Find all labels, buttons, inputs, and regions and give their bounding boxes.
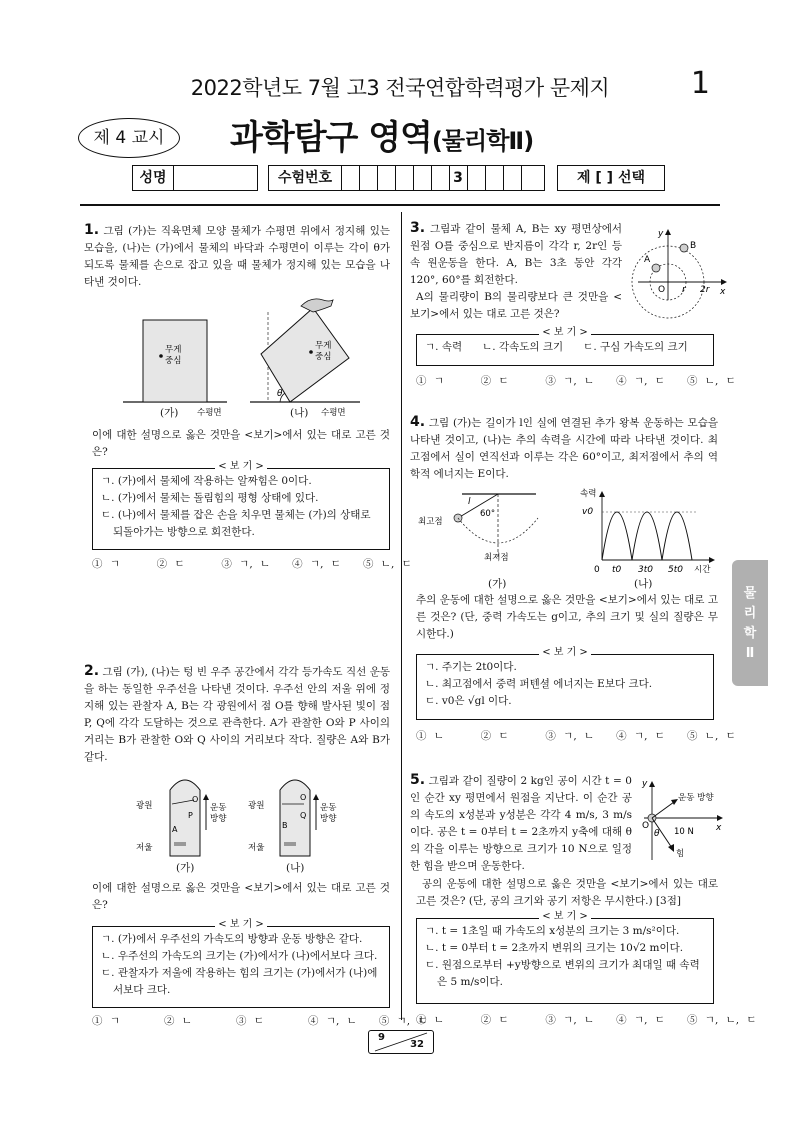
force-arrow-head — [668, 844, 674, 852]
question-3-figure — [628, 226, 728, 306]
bogi-item: ㄷ. v0은 √gl 이다. — [425, 695, 512, 707]
angle-label: 60° — [480, 509, 496, 519]
subject-side-tab — [732, 560, 768, 686]
cg-b-label2: 중심 — [315, 352, 332, 362]
bogi-item: ㄴ. t = 0부터 t = 2초까지 변위의 크기는 10√2 m이다. — [425, 942, 684, 954]
question-4-prompt: 추의 운동에 대한 설명으로 옳은 것만을 <보기>에서 있는 대로 고른 것은? (단, 중력 가속도는 g이고, 추의 크기 및 실의 질량은 무시한다.) — [416, 594, 718, 640]
radius-2r-label: 2r — [700, 285, 710, 295]
q2-caption-b: (나) — [286, 862, 305, 874]
graph-y-arrow — [599, 491, 605, 497]
motion-label: 운동 방향 — [678, 793, 714, 803]
exam-title: 2022학년도 7월 고3 전국연합학력평가 문제지 — [190, 76, 610, 100]
question-3-choices[interactable]: ① ㄱ ② ㄷ ③ ㄱ, ㄴ ④ ㄱ, ㄷ ⑤ ㄴ, ㄷ — [416, 375, 736, 387]
theta-label: θ — [277, 389, 283, 399]
question-2-prompt: 이에 대한 설명으로 옳은 것만을 <보기>에서 있는 대로 고른 것은? — [92, 882, 390, 911]
bogi-item: ㄷ. (나)에서 물체를 잡은 손을 치우면 물체는 (가)의 상태로 되돌아가는 방향으로 회전한다. — [101, 509, 371, 538]
y-axis-arrow — [665, 229, 671, 235]
object-b-label: B — [690, 241, 697, 251]
subject-title — [230, 110, 533, 159]
bogi-title: < 보 기 > — [539, 647, 591, 658]
scale-b — [284, 842, 296, 846]
tick-3t0: 3t0 — [638, 565, 653, 575]
motion-b-label1: 운동 — [320, 803, 337, 813]
graph-origin-label: 0 — [594, 565, 600, 575]
page-number: 1 — [690, 66, 710, 101]
question-2-text — [84, 663, 390, 766]
page-indicator — [368, 1030, 434, 1054]
cg-a-label2: 중심 — [165, 356, 182, 366]
question-3-stem: 그림과 같이 물체 A, B는 xy 평면상에서 원점 O를 중심으로 반지름이 각각 r, 2r인 등속 원운동을 한다. A, B는 3초 동안 각각 120°, 60°를 회전한다. — [410, 223, 623, 286]
bogi-item: ㄴ. 최고점에서 중력 퍼텐셜 에너지는 E보다 크다. — [425, 678, 653, 690]
bogi-item: ㄱ. 속력 ㄴ. 각속도의 크기 ㄷ. 구심 가속도의 크기 — [425, 341, 688, 353]
center-of-mass-b — [309, 350, 313, 354]
question-3-bogi — [416, 327, 714, 366]
bogi-item: ㄷ. 관찰자가 저울에 작용하는 힘의 크기는 (가)에서가 (나)에서보다 크다. — [101, 967, 378, 996]
side-tab-char: 학 — [743, 626, 757, 641]
bogi-item: ㄴ. (가)에서 물체는 돌림힘의 평형 상태에 있다. — [101, 492, 319, 504]
object-a — [652, 264, 660, 272]
question-4-stem: 그림 (가)는 길이가 l인 실에 연결된 추가 왕복 운동하는 모습을 나타낸 것이고, (나)는 추의 속력을 시간에 따라 나타낸 것이다. 최고점에서 실이 연직선과 이루는 각은 60°이고, 최저점에서 추의 역학적 에너지는 E이다. — [410, 417, 718, 480]
subject-sub: (물리학Ⅱ) — [431, 127, 534, 155]
origin-label: O — [642, 821, 650, 831]
graph-y-label: 속력 — [580, 489, 597, 499]
header-rule — [80, 204, 720, 206]
y-axis-label: y — [642, 779, 648, 789]
question-5-stem: 그림과 같이 질량이 2 kg인 공이 시간 t = 0인 순간 xy 평면에서 원점을 지난다. 이 순간 공의 속도의 x성분과 y성분은 각각 4 m/s, 3 m/s이다. 공은 t = 0부터 t = 2초까지 y축에 대해 θ의 각을 이루는 방향으로 크기가 10 N으로 일정한 힘을 받으며 운동한다. — [410, 775, 632, 872]
center-of-mass-a — [159, 354, 163, 358]
x-axis-arrow — [717, 815, 723, 821]
observer-b: B — [282, 821, 288, 830]
theta-label: θ — [654, 829, 660, 839]
point-p: P — [188, 811, 193, 820]
question-3-text — [410, 220, 622, 323]
cg-a-label1: 무게 — [165, 345, 182, 355]
question-4-pendulum-figure — [418, 486, 568, 578]
name-box[interactable] — [132, 165, 258, 191]
question-2-stem: 그림 (가), (나)는 텅 빈 우주 공간에서 각각 등가속도 직선 운동을 하는 동일한 우주선을 나타낸 것이다. 우주선 안의 저울 위에 정지해 있는 관찰자 A, B는 각 광원에서 점 O를 향해 발사된 빛이 점 P, Q에 각각 도달하는 것으로 관측한다. A가 관찰한 O와 P 사이의 거리는 B가 관찰한 O와 Q 사이의 거리보다 작다. 질량은 A와 B가 같다. — [84, 666, 390, 763]
question-4-speed-graph — [580, 486, 720, 578]
scale-a — [174, 842, 186, 846]
question-4-bogi — [416, 647, 714, 720]
force-label: 힘 — [676, 849, 685, 859]
question-5-figure — [636, 776, 726, 866]
floor-b-label: 수평면 — [321, 408, 346, 418]
graph-x-label: 시간 — [694, 565, 711, 575]
q2-caption-a: (가) — [176, 862, 195, 874]
bogi-item: ㄱ. (가)에서 물체에 작용하는 알짜힘은 0이다. — [101, 475, 312, 487]
x-axis-arrow — [721, 279, 727, 285]
q1-caption-b: (나) — [290, 407, 309, 419]
q4-caption-a: (가) — [488, 578, 507, 590]
bogi-item: ㄱ. t = 1초일 때 가속도의 x성분의 크기는 3 m/s²이다. — [425, 925, 680, 937]
exam-number-digit: 3 — [453, 170, 463, 186]
question-5-text — [410, 772, 632, 875]
question-1-prompt: 이에 대한 설명으로 옳은 것만을 <보기>에서 있는 대로 고른 것은? — [92, 429, 390, 458]
force-magnitude-label: 10 N — [674, 827, 694, 837]
object-b — [680, 244, 688, 252]
question-5-prompt: 공의 운동에 대한 설명으로 옳은 것만을 <보기>에서 있는 대로 고른 것은? (단, 공의 크기와 공기 저항은 무시한다.) [3점] — [416, 878, 718, 907]
top-point-label: 최고점 — [418, 517, 443, 527]
bogi-title: < 보 기 > — [215, 919, 267, 930]
question-5-choices[interactable]: ① ㄴ ② ㄷ ③ ㄱ, ㄴ ④ ㄱ, ㄷ ⑤ ㄱ, ㄴ, ㄷ — [416, 1014, 757, 1026]
hand-icon — [301, 299, 333, 312]
point-o-b: O — [300, 793, 307, 802]
block-b — [261, 308, 349, 402]
choice-label: 제 [ ] 선택 — [577, 170, 645, 186]
question-2-number: 2. — [84, 663, 100, 679]
name-label: 성명 — [139, 170, 167, 186]
velocity-arrow — [652, 802, 674, 818]
question-1-figure — [115, 292, 365, 422]
bogi-item: ㄴ. 우주선의 가속도의 크기는 (가)에서가 (나)에서보다 크다. — [101, 950, 378, 962]
light-a-label: 광원 — [136, 801, 153, 811]
motion-a-label2: 방향 — [210, 814, 227, 824]
y-axis-label: y — [658, 229, 664, 239]
total-pages: 32 — [410, 1039, 424, 1050]
question-5-bogi — [416, 911, 714, 1004]
question-3-prompt: A의 물리량이 B의 물리량보다 큰 것만을 <보기>에서 있는 대로 고른 것은? — [410, 291, 622, 320]
column-divider — [401, 212, 402, 1020]
question-3-number: 3. — [410, 220, 426, 236]
motion-a-label1: 운동 — [210, 803, 227, 813]
side-tab-char: Ⅱ — [745, 646, 755, 661]
bogi-title: < 보 기 > — [539, 911, 591, 922]
light-b-label: 광원 — [248, 801, 265, 811]
arrow-head-a — [203, 794, 209, 800]
side-tab-char: 리 — [743, 606, 757, 621]
tick-t0: t0 — [612, 565, 622, 575]
question-1-number: 1. — [84, 222, 100, 238]
bottom-point-label: 최저점 — [484, 553, 509, 563]
question-2-choices[interactable]: ① ㄱ ② ㄴ ③ ㄷ ④ ㄱ, ㄴ ⑤ ㄱ, ㄷ — [92, 1015, 428, 1027]
velocity-arrow-head — [671, 799, 678, 805]
current-page: 9 — [378, 1032, 385, 1043]
question-1-choices[interactable]: ① ㄱ ② ㄷ ③ ㄱ, ㄴ ④ ㄱ, ㄷ ⑤ ㄴ, ㄷ — [92, 558, 412, 570]
question-2-figure — [130, 770, 350, 870]
exam-number-label: 수험번호 — [277, 170, 333, 186]
subject-main: 과학탐구 영역 — [230, 118, 432, 158]
graph-v0-label: v0 — [582, 507, 594, 517]
motion-b-label2: 방향 — [320, 814, 337, 824]
question-5-number: 5. — [410, 772, 426, 788]
question-4-choices[interactable]: ① ㄴ ② ㄷ ③ ㄱ, ㄴ ④ ㄱ, ㄷ ⑤ ㄴ, ㄷ — [416, 730, 736, 742]
scale-b-label: 저울 — [248, 843, 265, 853]
question-1-text — [84, 222, 390, 291]
radius-r-label: r — [682, 285, 686, 295]
bogi-item: ㄷ. 원점으로부터 +y방향으로 변위의 크기가 최대일 때 속력은 5 m/s이다. — [425, 959, 700, 988]
arrow-head-b — [313, 794, 319, 800]
y-axis-arrow — [649, 781, 655, 787]
bogi-title: < 보 기 > — [215, 461, 267, 472]
question-2-bogi — [92, 919, 390, 1008]
q4-caption-b: (나) — [634, 578, 653, 590]
scale-a-label: 저울 — [136, 843, 153, 853]
bogi-item: ㄱ. 주기는 2t0이다. — [425, 661, 517, 673]
info-row — [0, 165, 800, 191]
side-tab-char: 물 — [743, 586, 757, 601]
session-badge: 제 4 교시 — [78, 118, 180, 158]
question-4-number: 4. — [410, 414, 426, 430]
choice-box[interactable] — [557, 165, 665, 191]
question-1-bogi — [92, 461, 390, 550]
x-axis-label: x — [720, 287, 726, 297]
exam-number-box[interactable] — [268, 165, 545, 191]
bogi-item: ㄱ. (가)에서 우주선의 가속도의 방향과 운동 방향은 같다. — [101, 933, 363, 945]
cg-b-label1: 무게 — [315, 341, 332, 351]
tick-5t0: 5t0 — [668, 565, 683, 575]
q1-caption-a: (가) — [160, 407, 179, 419]
graph-x-arrow — [709, 557, 715, 563]
point-o-a: O — [192, 795, 199, 804]
bogi-title: < 보 기 > — [539, 327, 591, 338]
speed-curve — [602, 512, 692, 560]
origin-label: O — [658, 285, 666, 295]
x-axis-label: x — [716, 823, 722, 833]
point-q: Q — [300, 811, 307, 820]
observer-a: A — [172, 825, 178, 834]
question-1-stem: 그림 (가)는 직육면체 모양 물체가 수평면 위에서 정지해 있는 모습을, (나)는 (가)에서 물체의 바닥과 수평면이 이루는 각이 θ가 되도록 물체를 손으로 잡고 있을 때 물체가 정지해 있는 모습을 나타낸 것이다. — [84, 225, 390, 288]
length-label: l — [468, 497, 471, 507]
question-4-text — [410, 414, 718, 483]
floor-a-label: 수평면 — [197, 408, 222, 418]
object-a-label: A — [644, 255, 651, 265]
